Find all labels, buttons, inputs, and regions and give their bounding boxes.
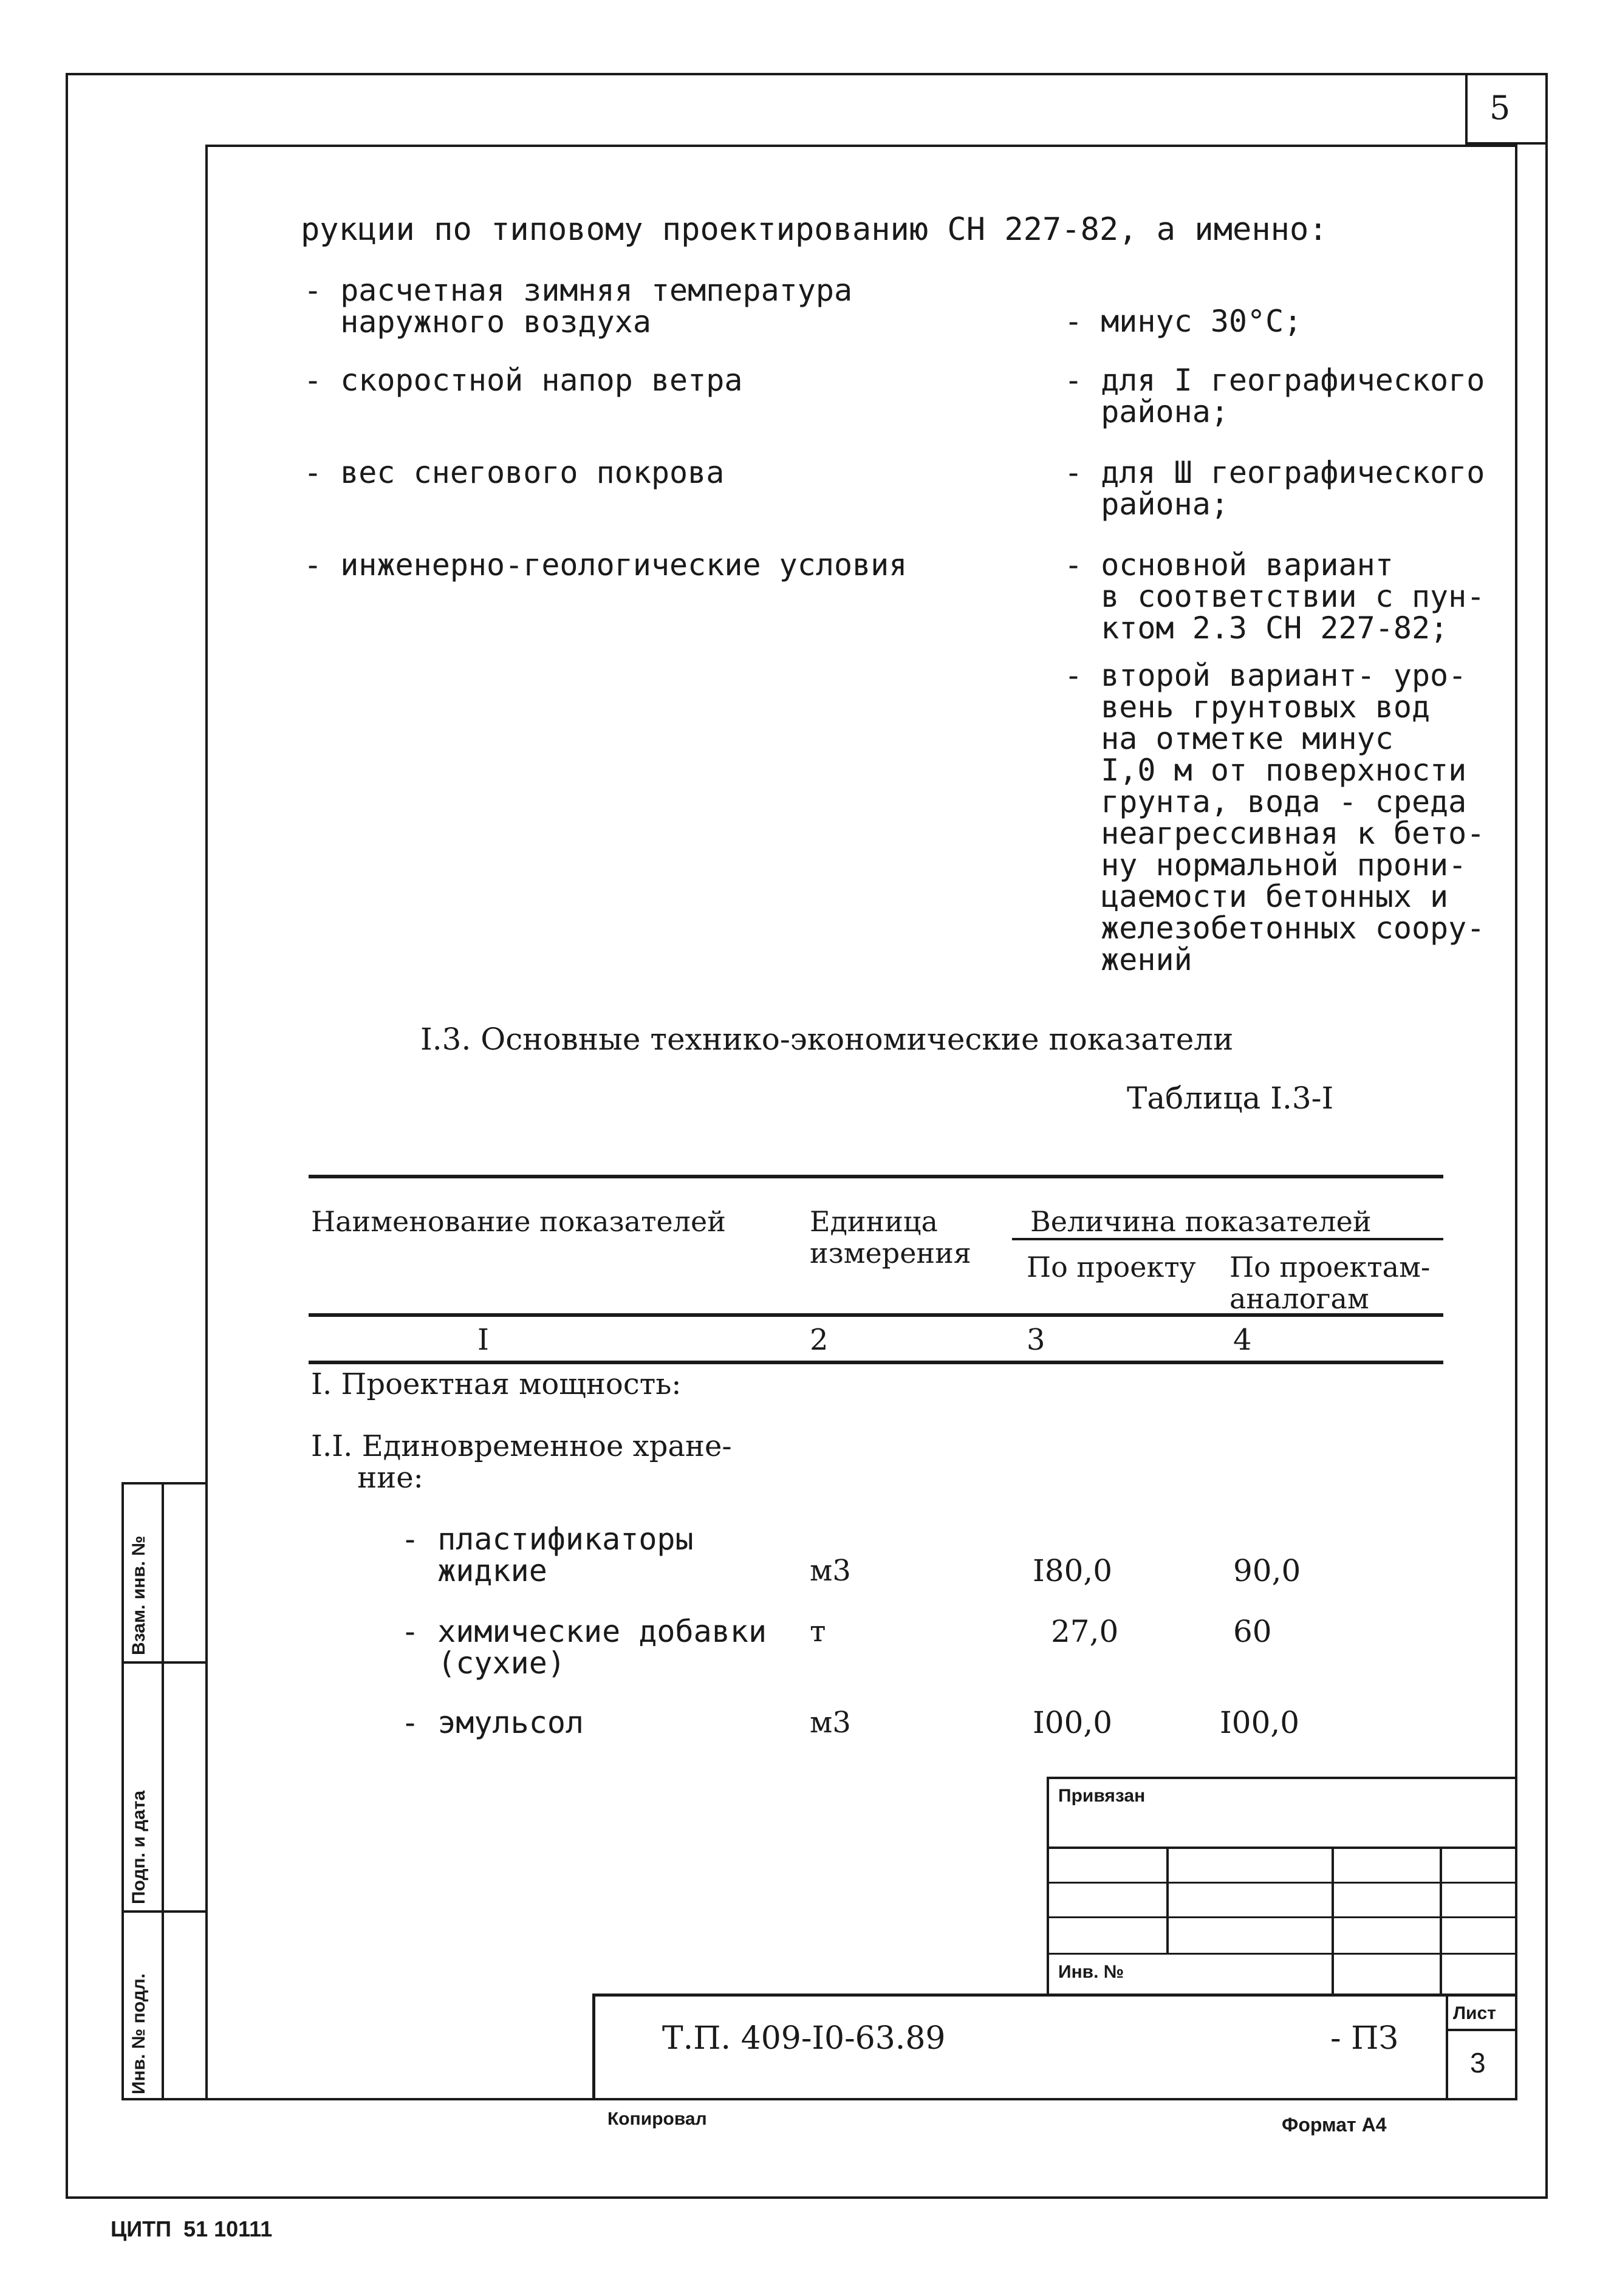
column-number: 4: [1233, 1323, 1252, 1357]
header-project: По проекту: [1027, 1251, 1196, 1283]
column-number: I: [477, 1323, 489, 1357]
condition-right: - второй вариант- уро- вень грунтовых вод на отметке минус I,0 м от поверхности грунта, вода - среда неагрессивная к бето- ну нормальной прони- цаемости бетонных и железобетонных соору- жений: [1064, 658, 1485, 977]
side-label: Взам. инв. №: [129, 1536, 149, 1655]
row-name: - эмульсол: [401, 1705, 584, 1740]
side-label: Подп. и дата: [129, 1790, 149, 1904]
header-unit: Единица измерения: [810, 1205, 971, 1269]
table-section-heading: I. Проектная мощность:: [311, 1367, 682, 1401]
condition-right: - для Ш географического района;: [1064, 455, 1485, 522]
row-unit: т: [810, 1614, 826, 1649]
header-name: Наименование показателей: [311, 1205, 726, 1238]
privyazan-label: Привязан: [1058, 1786, 1146, 1806]
row-unit: м3: [810, 1706, 851, 1740]
section-title: I.3. Основные технико-экономические показатели: [420, 1022, 1234, 1057]
table-caption: Таблица I.3-I: [1127, 1081, 1334, 1116]
doc-suffix: - ПЗ: [1330, 2020, 1398, 2057]
stamp-rule: [1446, 1994, 1448, 2100]
condition-left: - скоростной напор ветра: [304, 363, 743, 398]
intro-line: рукции по типовому проектированию СН 227-82, а именно:: [301, 211, 1328, 248]
stamp-rule: [1440, 1847, 1442, 1995]
row-project: I80,0: [1033, 1553, 1113, 1588]
column-number: 3: [1027, 1323, 1045, 1357]
row-project: 27,0: [1051, 1614, 1119, 1649]
inv-no-label: Инв. №: [1058, 1962, 1124, 1982]
side-stamp-divider: [162, 1482, 164, 2100]
stamp-rule: [1047, 1847, 1517, 1849]
stamp-rule: [1047, 1777, 1049, 1995]
side-label: Инв. № подл.: [129, 1973, 149, 2094]
page-number: 5: [1489, 89, 1511, 127]
condition-right: - основной вариант в соответствии с пун- ктом 2.3 СН 227-82;: [1064, 547, 1485, 646]
row-unit: м3: [810, 1554, 851, 1588]
condition-right: - минус 30°С;: [1064, 304, 1302, 339]
copied-label: Копировал: [607, 2109, 707, 2129]
value-group-rule: [1012, 1238, 1443, 1240]
condition-left: - инженерно-геологические условия: [304, 547, 908, 583]
header-value-group: Величина показателей: [1030, 1205, 1372, 1238]
stamp-rule: [1047, 1777, 1517, 1779]
stamp-rule: [592, 1994, 1517, 1997]
format-label: Формат А4: [1282, 2114, 1387, 2136]
side-stamp-divider: [121, 1910, 208, 1913]
stamp-rule: [1332, 1847, 1334, 1995]
sheet-number: 3: [1470, 2047, 1486, 2079]
row-analog: 90,0: [1233, 1553, 1301, 1588]
condition-left: - вес снегового покрова: [304, 455, 725, 490]
row-analog: I00,0: [1220, 1705, 1300, 1740]
sheet-label: Лист: [1453, 2003, 1496, 2023]
column-numbers-rule: [309, 1361, 1443, 1364]
header-analogs: По проектам- аналогам: [1229, 1251, 1431, 1315]
stamp-rule: [592, 1994, 595, 2100]
row-name: - химические добавки (сухие): [401, 1614, 767, 1681]
row-project: I00,0: [1033, 1705, 1113, 1740]
row-analog: 60: [1233, 1614, 1272, 1649]
stamp-rule: [1047, 1916, 1517, 1918]
stamp-rule: [1047, 1953, 1517, 1955]
row-name: - пластификаторы жидкие: [401, 1522, 694, 1588]
table-subsection-heading: I.I. Единовременное хране- ние:: [311, 1429, 732, 1495]
stamp-rule: [1047, 1882, 1517, 1884]
footer-mark: ЦИТП 51 10111: [111, 2216, 273, 2241]
stamp-rule: [1446, 2029, 1517, 2031]
side-stamp-divider: [121, 1661, 208, 1664]
stamp-rule: [1166, 1847, 1169, 1955]
doc-code: Т.П. 409-I0-63.89: [662, 2020, 946, 2057]
condition-right: - для I географического района;: [1064, 363, 1485, 429]
condition-left: - расчетная зимняя температура наружного воздуха: [304, 273, 853, 340]
table-top-rule: [309, 1175, 1443, 1178]
inner-frame: [205, 145, 1517, 2100]
column-number: 2: [810, 1323, 829, 1357]
